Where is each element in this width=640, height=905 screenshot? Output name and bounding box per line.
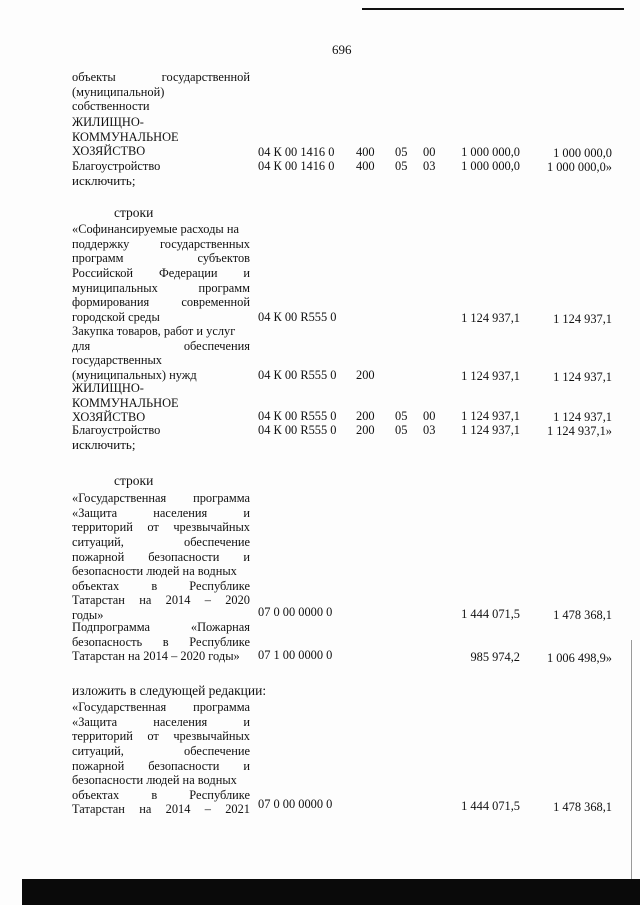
block2-row-housing-name: ЖИЛИЩНО- КОММУНАЛЬНОЕ ХОЗЯЙСТВО (72, 381, 179, 425)
block2-row-improvement-name: Благоустройство (72, 423, 161, 437)
block2-heading: строки (114, 205, 154, 220)
block3-row-program-name: «Государственная программа «Защита населения и территорий от чрезвычайных ситуаций, обеспечение пожарной безопасности и безопасности людей на водных объектах в Республике Татарстан на 2014 – 2020 годы» (72, 491, 250, 622)
block2-row-housing-sum1: 1 124 937,1 (461, 409, 520, 423)
block2-row-cofinancing-sum1: 1 124 937,1 (461, 311, 520, 325)
block1-row-housing-name: ЖИЛИЩНО- КОММУНАЛЬНОЕ ХОЗЯЙСТВО (72, 115, 179, 159)
block1-row-improvement-rz: 05 (395, 159, 408, 173)
block4-row-program-code: 07 0 00 0000 0 (258, 797, 333, 811)
block1-row-improvement-sum2: 1 000 000,0» (546, 160, 612, 174)
block4-row-program-sum2: 1 478 368,1 (553, 800, 612, 814)
block3-row-subprogram-name: Подпрограмма «Пожарная безопасность в Республике Татарстан на 2014 – 2020 годы» (72, 620, 250, 664)
page-number: 696 (332, 42, 352, 57)
block4-row-program-sum1: 1 444 071,5 (461, 799, 520, 813)
block3-row-subprogram-sum1: 985 974,2 (470, 650, 520, 664)
block2-row-improvement-sum2: 1 124 937,1» (546, 424, 612, 438)
block2-row-cofinancing-code: 04 К 00 R555 0 (258, 310, 337, 324)
block2-row-housing-rz: 05 (395, 409, 408, 423)
block2-row-improvement-code: 04 К 00 R555 0 (258, 423, 337, 437)
block2-row-housing-vr: 200 (356, 409, 375, 423)
block3-row-program-code: 07 0 00 0000 0 (258, 605, 333, 619)
scan-bottom-border (22, 879, 640, 905)
block2-row-housing-sum2: 1 124 937,1 (553, 410, 612, 424)
block2-row-purchase-sum2: 1 124 937,1 (553, 370, 612, 384)
block2-row-improvement-vr: 200 (356, 423, 375, 437)
block3-row-subprogram-code: 07 1 00 0000 0 (258, 648, 333, 662)
block1-row-housing-vr: 400 (356, 145, 375, 159)
block1-row-improvement-pr: 03 (423, 159, 436, 173)
block2-row-purchase-vr: 200 (356, 368, 375, 382)
block2-row-purchase-name: Закупка товаров, работ и услуг для обеспечения государственных (муниципальных) нужд (72, 324, 250, 382)
block4-heading: изложить в следующей редакции: (72, 683, 267, 698)
block2-row-purchase-sum1: 1 124 937,1 (461, 369, 520, 383)
block1-description: объекты государственной (муниципальной) собственности (72, 70, 250, 114)
block1-row-housing-sum2: 1 000 000,0 (553, 146, 612, 160)
block3-row-subprogram-sum2: 1 006 498,9» (546, 651, 612, 665)
block1-row-housing-sum1: 1 000 000,0 (461, 145, 520, 159)
block2-row-improvement-rz: 05 (395, 423, 408, 437)
block2-row-cofinancing-sum2: 1 124 937,1 (553, 312, 612, 326)
block1-row-housing-code: 04 К 00 1416 0 (258, 145, 335, 159)
block1-row-improvement-code: 04 К 00 1416 0 (258, 159, 335, 173)
scan-right-edge (631, 640, 632, 880)
block3-row-program-sum2: 1 478 368,1 (553, 608, 612, 622)
block1-row-housing-rz: 05 (395, 145, 408, 159)
block1-row-improvement-name: Благоустройство (72, 159, 161, 173)
block2-row-improvement-sum1: 1 124 937,1 (461, 423, 520, 437)
block2-instruction: исключить; (72, 437, 136, 452)
block2-row-improvement-pr: 03 (423, 423, 436, 437)
block1-instruction: исключить; (72, 173, 136, 188)
block1-row-housing-pr: 00 (423, 145, 436, 159)
block2-row-housing-code: 04 К 00 R555 0 (258, 409, 337, 423)
block1-row-improvement-sum1: 1 000 000,0 (461, 159, 520, 173)
block3-heading: строки (114, 473, 154, 488)
block2-row-cofinancing-name: «Софинансируемые расходы на поддержку государственных программ субъектов Российской Федерации и муниципальных программ формирования современной городской среды (72, 222, 250, 324)
block2-row-housing-pr: 00 (423, 409, 436, 423)
block4-row-program-name: «Государственная программа «Защита населения и территорий от чрезвычайных ситуаций, обеспечение пожарной безопасности и безопасности людей на водных объектах в Республике Татарстан на 2014 – 2021 (72, 700, 250, 817)
block3-row-program-sum1: 1 444 071,5 (461, 607, 520, 621)
block1-row-improvement-vr: 400 (356, 159, 375, 173)
scan-top-line (362, 8, 624, 10)
block2-row-purchase-code: 04 К 00 R555 0 (258, 368, 337, 382)
